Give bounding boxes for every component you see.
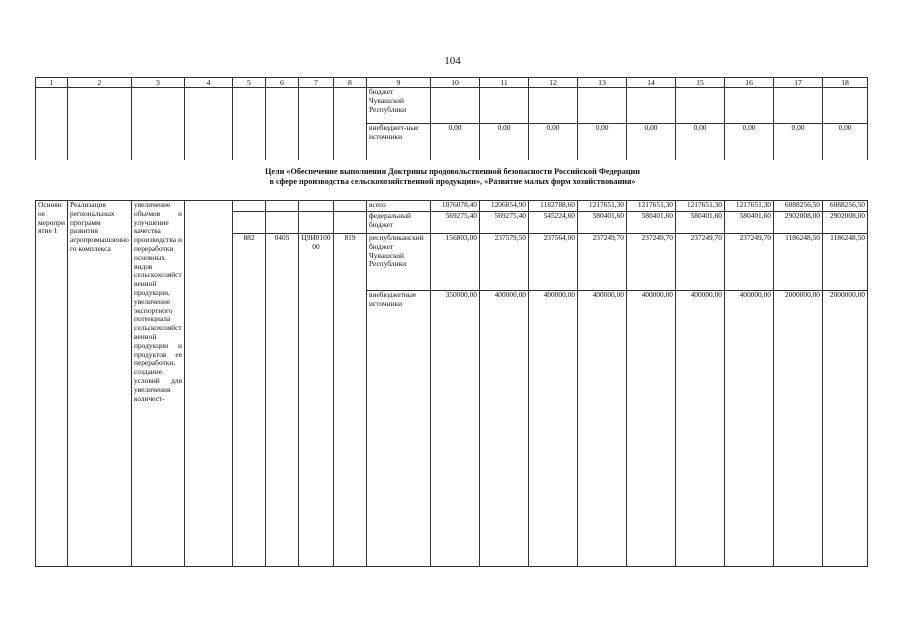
value-cell: 156803,00 bbox=[431, 234, 480, 291]
event-status: Основное мероприятие 1 bbox=[36, 201, 68, 567]
value-cell: 237249,70 bbox=[627, 234, 676, 291]
source-label: федеральный бюджет bbox=[367, 212, 431, 234]
value-cell: 1076078,40 bbox=[431, 201, 480, 212]
source-label: внебюджет-ные источники bbox=[367, 124, 431, 160]
value-cell: 1217651,30 bbox=[578, 201, 627, 212]
goal-line: в сфере производства сельскохозяйственной продукции», «Развитие малых форм хозяйствования» bbox=[269, 177, 636, 186]
rzpr-code: 0405 bbox=[266, 234, 299, 291]
value-cell: 1217651,30 bbox=[627, 201, 676, 212]
col-num: 17 bbox=[774, 78, 823, 88]
goal-line: Цели «Обеспечение выполнения Доктрины продовольственной безопасности Российской Федерации bbox=[265, 167, 640, 176]
value-cell: 1217651,30 bbox=[676, 201, 725, 212]
value-cell: 580401,60 bbox=[627, 212, 676, 234]
source-label: внебюджетные источники bbox=[367, 291, 431, 567]
col-num: 9 bbox=[367, 78, 431, 88]
col-num: 13 bbox=[578, 78, 627, 88]
value-cell: 0,00 bbox=[823, 124, 868, 160]
col-num: 1 bbox=[36, 78, 68, 88]
value-cell: 0,00 bbox=[627, 124, 676, 160]
value-cell: 2902008,00 bbox=[774, 212, 823, 234]
col-num: 2 bbox=[68, 78, 132, 88]
value-cell: 400000,00 bbox=[676, 291, 725, 567]
event-name: Реализация региональных программ развития агропромышленного комплекса bbox=[68, 201, 132, 567]
page-number: 104 bbox=[444, 55, 461, 67]
col-num: 12 bbox=[529, 78, 578, 88]
value-cell: 237564,00 bbox=[529, 234, 578, 291]
value-cell: 400000,00 bbox=[578, 291, 627, 567]
source-label: бюджет Чувашской Республики bbox=[367, 88, 431, 124]
value-cell: 237249,70 bbox=[676, 234, 725, 291]
col-num: 11 bbox=[480, 78, 529, 88]
value-cell: 580401,60 bbox=[578, 212, 627, 234]
value-cell: 1206854,90 bbox=[480, 201, 529, 212]
value-cell: 2000000,00 bbox=[823, 291, 868, 567]
value-cell: 0,00 bbox=[676, 124, 725, 160]
value-cell: 350000,00 bbox=[431, 291, 480, 567]
grbs-code: 882 bbox=[233, 234, 266, 291]
value-cell: 400000,00 bbox=[627, 291, 676, 567]
value-cell: 569275,40 bbox=[431, 212, 480, 234]
table-row bbox=[36, 88, 868, 124]
value-cell: 0,00 bbox=[431, 124, 480, 160]
value-cell: 400000,00 bbox=[725, 291, 774, 567]
col-num: 5 bbox=[233, 78, 266, 88]
source-label: республиканский бюджет Чувашской Республики bbox=[367, 234, 431, 291]
value-cell: 6088256,50 bbox=[774, 201, 823, 212]
column-number-row bbox=[36, 78, 868, 88]
value-cell: 1182788,60 bbox=[529, 201, 578, 212]
value-cell: 0,00 bbox=[725, 124, 774, 160]
col-num: 6 bbox=[266, 78, 299, 88]
value-cell: 580401,60 bbox=[676, 212, 725, 234]
value-cell: 2000000,00 bbox=[774, 291, 823, 567]
value-cell: 0,00 bbox=[529, 124, 578, 160]
csr-code: Ц9И010000 bbox=[299, 234, 334, 291]
col-num: 8 bbox=[334, 78, 367, 88]
source-label: всего bbox=[367, 201, 431, 212]
value-cell: 237249,70 bbox=[725, 234, 774, 291]
col-num: 15 bbox=[676, 78, 725, 88]
table-row bbox=[36, 201, 868, 212]
value-cell: 580401,60 bbox=[725, 212, 774, 234]
col-num: 3 bbox=[132, 78, 185, 88]
goal-heading bbox=[0, 167, 905, 187]
col-num: 16 bbox=[725, 78, 774, 88]
continuation-table bbox=[35, 77, 868, 160]
col-num: 10 bbox=[431, 78, 480, 88]
vr-code: 819 bbox=[334, 234, 367, 291]
col-num: 14 bbox=[627, 78, 676, 88]
col-num: 7 bbox=[299, 78, 334, 88]
col-num: 18 bbox=[823, 78, 868, 88]
value-cell: 545224,60 bbox=[529, 212, 578, 234]
value-cell: 0,00 bbox=[578, 124, 627, 160]
value-cell: 237249,70 bbox=[578, 234, 627, 291]
value-cell: 6088256,50 bbox=[823, 201, 868, 212]
value-cell: 0,00 bbox=[774, 124, 823, 160]
value-cell: 400000,00 bbox=[529, 291, 578, 567]
value-cell: 1217651,30 bbox=[725, 201, 774, 212]
value-cell: 0,00 bbox=[480, 124, 529, 160]
value-cell: 400000,00 bbox=[480, 291, 529, 567]
value-cell: 237579,50 bbox=[480, 234, 529, 291]
value-cell: 1186248,50 bbox=[774, 234, 823, 291]
value-cell: 1186248,50 bbox=[823, 234, 868, 291]
value-cell: 2902008,00 bbox=[823, 212, 868, 234]
col-num: 4 bbox=[185, 78, 233, 88]
main-event-table bbox=[35, 200, 868, 567]
event-indicator: увеличение объемов и улучшение качества производства и переработки основных видов сельскохозяйственной продукции, увеличение экспортного потенциала сельскохозяйственной продукции и продуктов ее переработки, создание условий для увеличения количест- bbox=[132, 201, 185, 567]
value-cell: 569275,40 bbox=[480, 212, 529, 234]
